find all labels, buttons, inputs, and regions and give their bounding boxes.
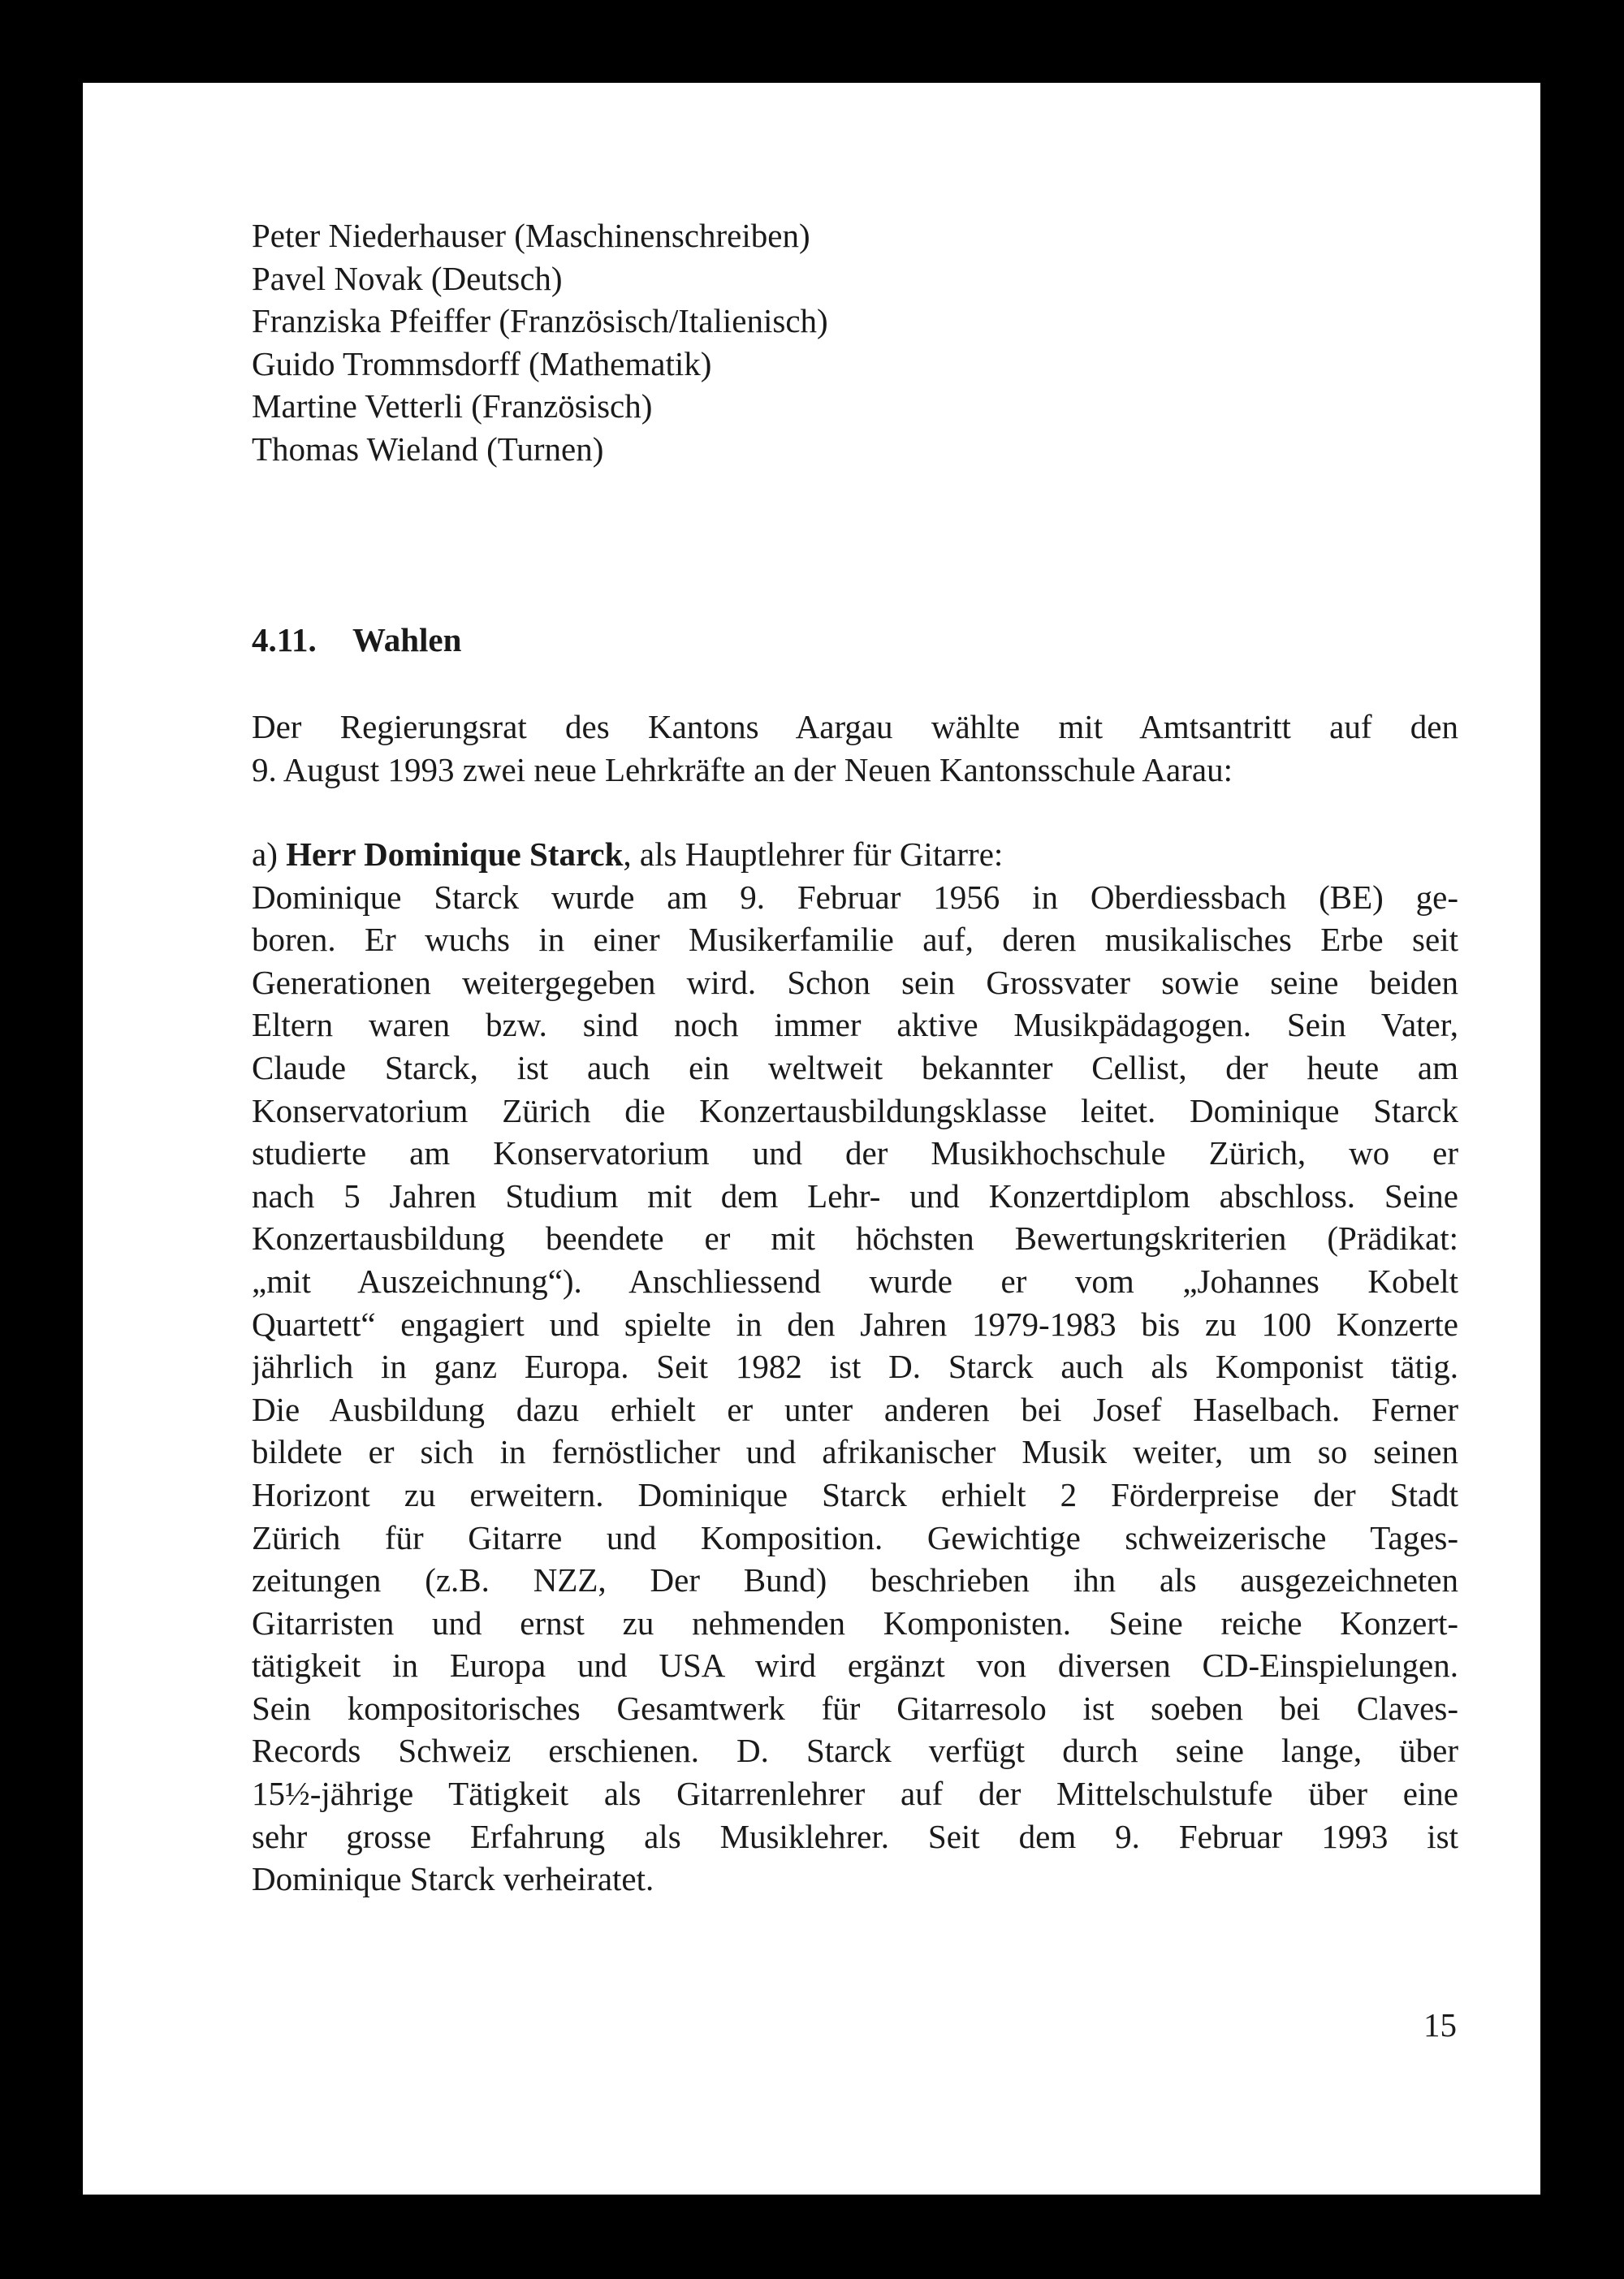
- text-line: „mit Auszeichnung“). Anschliessend wurde er vom „Johannes Kobelt: [252, 1262, 1458, 1300]
- teacher-item: Thomas Wieland (Turnen): [252, 429, 604, 468]
- text-line: jährlich in ganz Europa. Seit 1982 ist D. Starck auch als Komponist tätig.: [252, 1348, 1458, 1386]
- section-title: Wahlen: [352, 621, 462, 658]
- teacher-item: Guido Trommsdorff (Mathematik): [252, 344, 712, 382]
- candidate-name: Herr Dominique Starck: [286, 835, 624, 873]
- text-line: Eltern waren bzw. sind noch immer aktive Musikpädagogen. Sein Vater,: [252, 1006, 1458, 1044]
- text-line: studierte am Konservatorium und der Musikhochschule Zürich, wo er: [252, 1134, 1458, 1172]
- candidate-prefix: a): [252, 835, 287, 873]
- text-line: Sein kompositorisches Gesamtwerk für Gitarresolo ist soeben bei Claves-: [252, 1689, 1458, 1727]
- text-line: Generationen weitergegeben wird. Schon sein Grossvater sowie seine beiden: [252, 963, 1458, 1001]
- text-line: Quartett“ engagiert und spielte in den Jahren 1979-1983 bis zu 100 Konzerte: [252, 1305, 1458, 1343]
- text-line: Konservatorium Zürich die Konzertausbildungsklasse leitet. Dominique Starck: [252, 1091, 1458, 1129]
- teacher-item: Franziska Pfeiffer (Französisch/Italienisch): [252, 302, 828, 340]
- teacher-item: Peter Niederhauser (Maschinenschreiben): [252, 217, 810, 254]
- text-line: Gitarristen und ernst zu nehmenden Komponisten. Seine reiche Konzert-: [252, 1604, 1458, 1642]
- text-line: Dominique Starck verheiratet.: [252, 1860, 654, 1898]
- teacher-item: Pavel Novak (Deutsch): [252, 259, 563, 297]
- text-line: 15½-jährige Tätigkeit als Gitarrenlehrer auf der Mittelschulstufe über eine: [252, 1775, 1458, 1813]
- text-line: Zürich für Gitarre und Komposition. Gewichtige schweizerische Tages-: [252, 1518, 1458, 1556]
- text-line: Horizont zu erweitern. Dominique Starck erhielt 2 Förderpreise der Stadt: [252, 1475, 1458, 1513]
- text-line: Die Ausbildung dazu erhielt er unter anderen bei Josef Haselbach. Ferner: [252, 1390, 1458, 1428]
- teacher-item: Martine Vetterli (Französisch): [252, 387, 653, 425]
- text-line: bildete er sich in fernöstlicher und afrikanischer Musik weiter, um so seinen: [252, 1433, 1458, 1471]
- text-line: Claude Starck, ist auch ein weltweit bekannter Cellist, der heute am: [252, 1048, 1458, 1086]
- text-line: Records Schweiz erschienen. D. Starck verfügt durch seine lange, über: [252, 1732, 1458, 1770]
- text-line: nach 5 Jahren Studium mit dem Lehr- und Konzertdiplom abschloss. Seine: [252, 1176, 1458, 1215]
- text-line: sehr grosse Erfahrung als Musiklehrer. Seit dem 9. Februar 1993 ist: [252, 1817, 1458, 1855]
- candidate-line: [252, 833, 1458, 876]
- bio-paragraph: [252, 833, 1458, 1901]
- page-number: 15: [1423, 2006, 1457, 2044]
- text-line: Dominique Starck wurde am 9. Februar 1956 in Oberdiessbach (BE) ge-: [252, 878, 1458, 916]
- teacher-list: [252, 214, 1458, 471]
- text-line: Konzertausbildung beendete er mit höchsten Bewertungskriterien (Prädikat:: [252, 1219, 1458, 1258]
- text-line: boren. Er wuchs in einer Musikerfamilie auf, deren musikalisches Erbe seit: [252, 921, 1458, 959]
- section-heading: [252, 619, 1458, 662]
- document-page: [83, 83, 1540, 2195]
- text-line: zeitungen (z.B. NZZ, Der Bund) beschrieben ihn als ausgezeichneten: [252, 1561, 1458, 1599]
- text-line: Der Regierungsrat des Kantons Aargau wählte mit Amtsantritt auf den: [252, 708, 1458, 745]
- text-line: 9. August 1993 zwei neue Lehrkräfte an der Neuen Kantonsschule Aarau:: [252, 750, 1233, 788]
- text-line: tätigkeit in Europa und USA wird ergänzt von diversen CD-Einspielungen.: [252, 1647, 1458, 1685]
- candidate-role: , als Hauptlehrer für Gitarre:: [623, 835, 1004, 873]
- section-number: 4.11.: [252, 621, 317, 658]
- intro-paragraph: [252, 706, 1458, 791]
